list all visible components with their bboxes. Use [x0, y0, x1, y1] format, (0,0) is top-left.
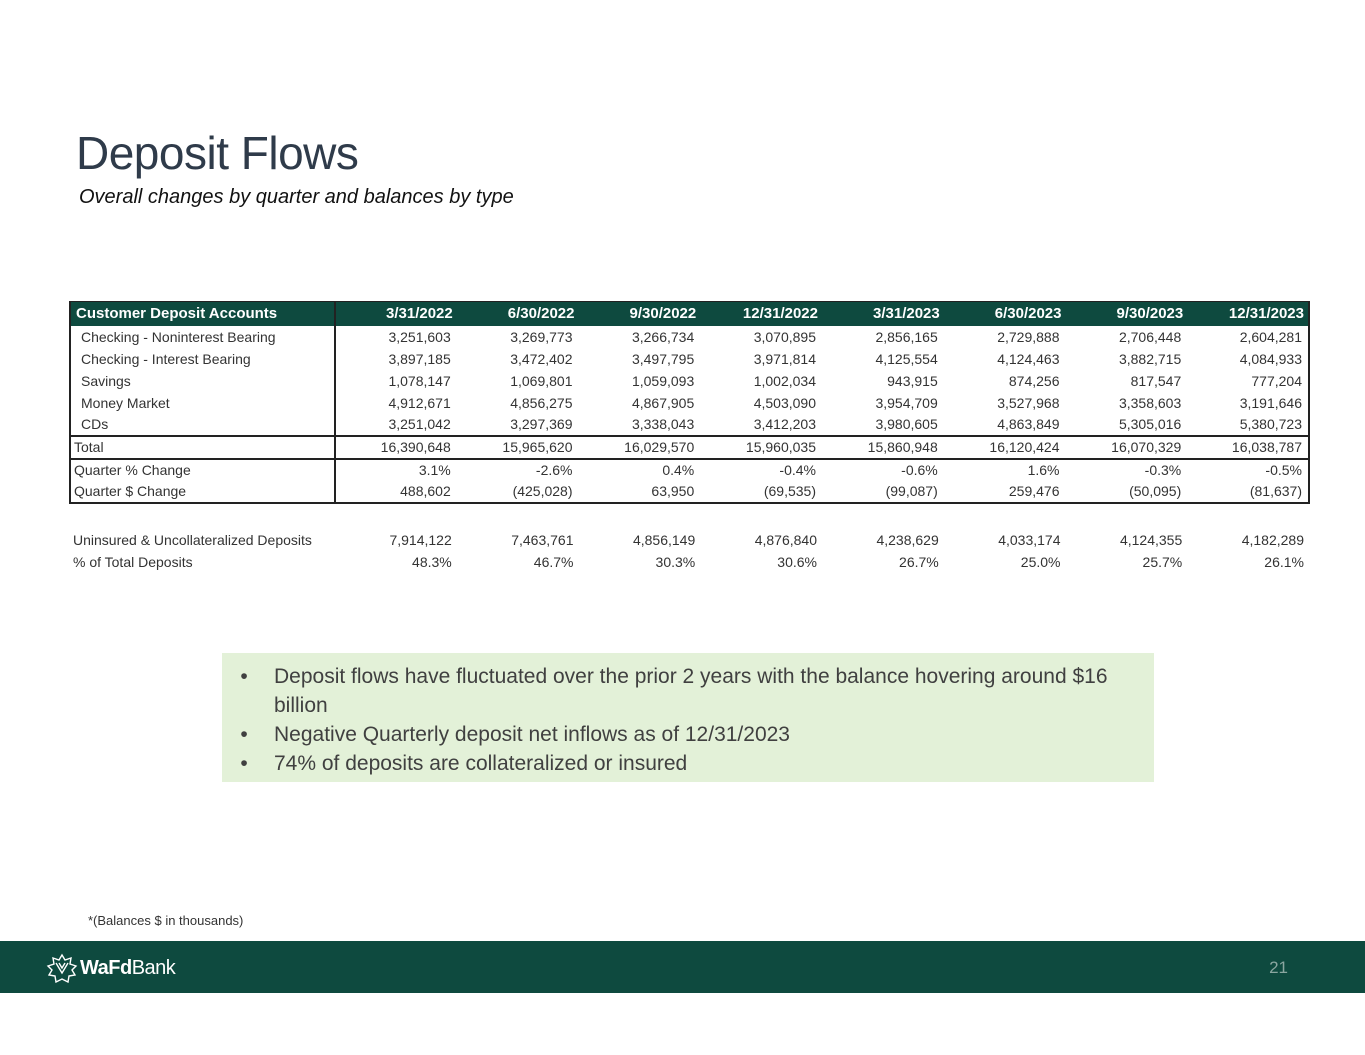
table-cell: 26.1%: [1264, 554, 1304, 570]
table-cell: (50,095): [1066, 481, 1188, 503]
table-row: [70, 392, 1309, 414]
row-label: Checking - Noninterest Bearing: [70, 326, 335, 348]
table-cell: 15,965,620: [457, 436, 579, 459]
table-cell: 3,251,042: [388, 416, 451, 432]
table-cell: 3,251,603: [388, 328, 451, 345]
row-label: CDs: [70, 414, 335, 436]
row-label: Savings: [70, 370, 335, 392]
table-cell: 63,950: [579, 481, 701, 503]
brand-bold: WaFd: [80, 956, 132, 979]
table-cell: 817,547: [1130, 372, 1182, 389]
table-cell: -2.6%: [535, 462, 573, 478]
table-cell: 3,954,709: [875, 394, 938, 411]
table-cell: 3,266,734: [631, 328, 695, 345]
table-cell: 4,125,554: [875, 350, 938, 367]
quarter-pct-change-row: [70, 459, 1309, 481]
brand-regular: Bank: [131, 956, 176, 979]
table-cell: 3,882,715: [1118, 350, 1182, 367]
table-cell: 1.6%: [1027, 462, 1060, 478]
table-cell: 4,238,629: [876, 532, 939, 548]
table-row: [70, 348, 1309, 370]
bullet-item: [234, 662, 1140, 720]
table-cell: -0.5%: [1187, 459, 1309, 481]
key-points-callout: [222, 653, 1154, 782]
table-cell: 16,038,787: [1187, 436, 1309, 459]
table-cell: 4,856,149: [632, 532, 696, 548]
table-cell: 5,305,016: [1118, 416, 1182, 432]
bullet-item: [234, 749, 1140, 778]
table-cell: 15,960,035: [700, 436, 822, 459]
slide-subtitle: Overall changes by quarter and balances by type: [79, 186, 514, 208]
table-cell: 4,084,933: [1187, 348, 1309, 370]
table-row: [70, 414, 1309, 436]
table-cell: 1,078,147: [388, 372, 451, 389]
table-cell: 16,029,570: [579, 436, 701, 459]
table-cell: 3.1%: [418, 462, 451, 478]
table-cell: 0.4%: [662, 462, 695, 478]
bullet-text: 74% of deposits are collateralized or insured: [274, 752, 688, 775]
bullet-symbol: •: [240, 723, 248, 746]
header-label: Customer Deposit Accounts: [70, 302, 335, 326]
column-header: 9/30/2022: [579, 302, 701, 326]
table-cell: 16,390,648: [335, 436, 457, 459]
table-cell: 3,497,795: [631, 350, 695, 367]
table-row: [70, 326, 1309, 348]
pct-total-deposits-row: [69, 551, 1308, 573]
page-number: 21: [1269, 958, 1288, 977]
table-cell: 30.3%: [655, 554, 696, 570]
table-cell: (425,028): [457, 481, 579, 503]
column-header: 12/31/2023: [1187, 302, 1309, 326]
table-cell: 5,380,723: [1187, 414, 1309, 436]
table-cell: 4,124,355: [1119, 532, 1183, 548]
table-cell: 1,059,093: [631, 372, 695, 389]
uninsured-deposits-row: [69, 529, 1308, 551]
table-cell: 259,476: [944, 481, 1066, 503]
bullet-symbol: •: [240, 752, 248, 775]
table-cell: 4,182,289: [1241, 532, 1304, 548]
column-header: 3/31/2022: [335, 302, 457, 326]
balances-footnote: *(Balances $ in thousands): [88, 913, 244, 928]
brand-name: [80, 957, 175, 980]
row-label: Uninsured & Uncollateralized Deposits: [73, 532, 312, 548]
table-cell: (69,535): [700, 481, 822, 503]
column-header: 3/31/2023: [822, 302, 944, 326]
table-cell: 46.7%: [533, 554, 574, 570]
table-cell: -0.6%: [901, 462, 938, 478]
table-cell: 4,124,463: [997, 350, 1060, 367]
deposit-table-container: [69, 301, 1308, 504]
table-cell: 3,527,968: [997, 394, 1060, 411]
total-row: [70, 436, 1309, 459]
table-header-row: [70, 302, 1309, 326]
table-cell: 2,729,888: [997, 328, 1060, 345]
table-cell: 1,069,801: [510, 372, 573, 389]
table-cell: 4,876,840: [754, 532, 817, 548]
table-cell: 26.7%: [899, 554, 939, 570]
table-cell: 7,914,122: [389, 532, 452, 548]
bullet-symbol: •: [240, 665, 248, 688]
column-header: 6/30/2023: [944, 302, 1066, 326]
row-label: Total: [70, 436, 335, 459]
table-cell: 2,706,448: [1118, 328, 1182, 345]
uninsured-deposits-table: [69, 529, 1308, 573]
bullet-text: Negative Quarterly deposit net inflows as of 12/31/2023: [274, 723, 790, 746]
table-cell: 3,971,814: [753, 350, 816, 367]
table-cell: 7,463,761: [511, 532, 574, 548]
column-header: 9/30/2023: [1066, 302, 1188, 326]
table-cell: 3,338,043: [631, 416, 695, 432]
table-row: [70, 370, 1309, 392]
table-cell: 25.0%: [1020, 554, 1061, 570]
table-cell: 3,358,603: [1118, 394, 1182, 411]
table-cell: 4,856,275: [510, 394, 573, 411]
table-cell: 3,897,185: [388, 350, 451, 367]
table-cell: 777,204: [1187, 370, 1309, 392]
wafd-bank-logo: [46, 953, 175, 983]
table-cell: 3,472,402: [510, 350, 573, 367]
table-cell: 25.7%: [1142, 554, 1183, 570]
table-cell: 874,256: [1008, 372, 1060, 389]
table-cell: 48.3%: [412, 554, 452, 570]
table-cell: 1,002,034: [753, 372, 816, 389]
table-cell: 2,604,281: [1187, 326, 1309, 348]
table-cell: 3,269,773: [510, 328, 573, 345]
table-cell: (81,637): [1187, 481, 1309, 503]
wafd-emblem-icon: [46, 953, 78, 983]
row-label: % of Total Deposits: [73, 554, 193, 570]
table-cell: 4,912,671: [388, 394, 451, 411]
bullet-text: Deposit flows have fluctuated over the prior 2 years with the balance hovering around $16 billion: [274, 665, 1108, 717]
table-cell: 16,120,424: [944, 436, 1066, 459]
column-header: 6/30/2022: [457, 302, 579, 326]
table-cell: 943,915: [887, 372, 938, 389]
table-cell: 2,856,165: [875, 328, 938, 345]
table-cell: 4,863,849: [997, 416, 1060, 432]
slide-title: Deposit Flows: [76, 127, 359, 179]
bullet-list: [234, 662, 1140, 778]
table-cell: 3,980,605: [875, 416, 938, 432]
row-label: Quarter % Change: [70, 459, 335, 481]
table-cell: 4,033,174: [998, 532, 1061, 548]
footer-bar: [0, 941, 1365, 993]
table-cell: 16,070,329: [1066, 436, 1188, 459]
table-cell: 3,297,369: [510, 416, 573, 432]
table-cell: 4,867,905: [631, 394, 695, 411]
table-cell: 3,412,203: [753, 416, 816, 432]
column-header: 12/31/2022: [700, 302, 822, 326]
row-label: Money Market: [70, 392, 335, 414]
table-cell: -0.4%: [779, 462, 816, 478]
table-cell: 488,602: [335, 481, 457, 503]
deposit-accounts-table: [69, 301, 1310, 504]
bullet-item: [234, 720, 1140, 749]
row-label: Checking - Interest Bearing: [70, 348, 335, 370]
table-cell: 4,503,090: [753, 394, 816, 411]
quarter-dollar-change-row: [70, 481, 1309, 503]
table-cell: 30.6%: [777, 554, 817, 570]
table-cell: 3,191,646: [1187, 392, 1309, 414]
row-label: Quarter $ Change: [70, 481, 335, 503]
table-cell: 15,860,948: [822, 436, 944, 459]
table-cell: (99,087): [822, 481, 944, 503]
table-cell: -0.3%: [1144, 462, 1182, 478]
table-cell: 3,070,895: [753, 328, 816, 345]
